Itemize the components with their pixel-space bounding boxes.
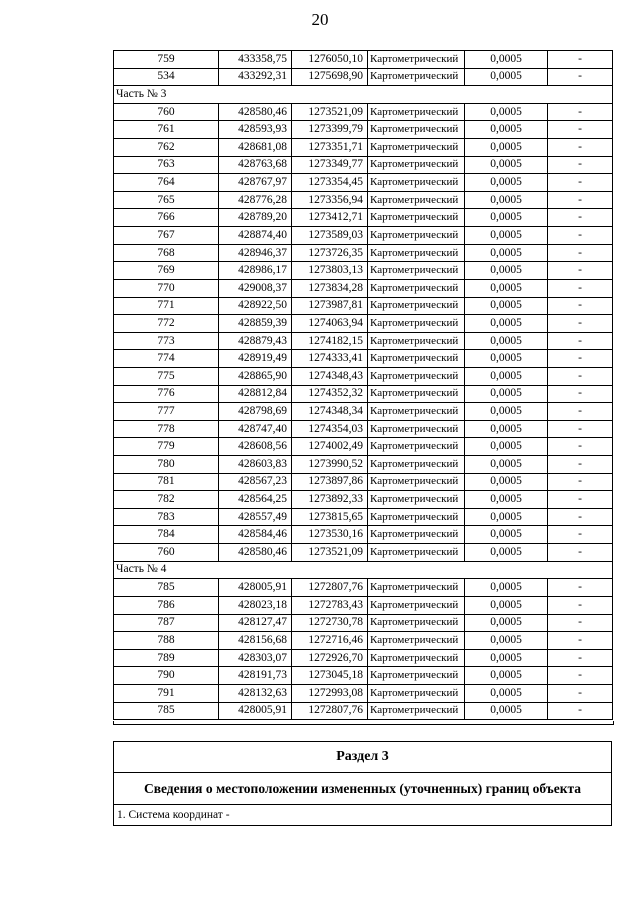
method-cell: Картометрический bbox=[368, 332, 465, 350]
method-cell: Картометрический bbox=[368, 191, 465, 209]
x-coordinate-cell: 428005,91 bbox=[219, 702, 292, 720]
table-row bbox=[114, 156, 613, 174]
description-cell: - bbox=[548, 596, 613, 614]
accuracy-cell: 0,0005 bbox=[465, 315, 548, 333]
point-number-cell: 764 bbox=[114, 174, 219, 192]
method-cell: Картометрический bbox=[368, 438, 465, 456]
point-number-cell: 785 bbox=[114, 579, 219, 597]
table-row bbox=[114, 508, 613, 526]
x-coordinate-cell: 428859,39 bbox=[219, 315, 292, 333]
table-row bbox=[114, 385, 613, 403]
x-coordinate-cell: 428132,63 bbox=[219, 684, 292, 702]
method-cell: Картометрический bbox=[368, 403, 465, 421]
method-cell: Картометрический bbox=[368, 508, 465, 526]
description-cell: - bbox=[548, 491, 613, 509]
y-coordinate-cell: 1273589,03 bbox=[292, 227, 368, 245]
x-coordinate-cell: 428865,90 bbox=[219, 367, 292, 385]
method-cell: Картометрический bbox=[368, 702, 465, 720]
table-row bbox=[114, 367, 613, 385]
method-cell: Картометрический bbox=[368, 526, 465, 544]
description-cell: - bbox=[548, 227, 613, 245]
method-cell: Картометрический bbox=[368, 456, 465, 474]
description-cell: - bbox=[548, 385, 613, 403]
description-cell: - bbox=[548, 297, 613, 315]
accuracy-cell: 0,0005 bbox=[465, 209, 548, 227]
method-cell: Картометрический bbox=[368, 544, 465, 562]
table-row bbox=[114, 279, 613, 297]
table-row bbox=[114, 420, 613, 438]
accuracy-cell: 0,0005 bbox=[465, 139, 548, 157]
method-cell: Картометрический bbox=[368, 297, 465, 315]
table-row bbox=[114, 244, 613, 262]
x-coordinate-cell: 428922,50 bbox=[219, 297, 292, 315]
description-cell: - bbox=[548, 420, 613, 438]
y-coordinate-cell: 1273045,18 bbox=[292, 667, 368, 685]
description-cell: - bbox=[548, 156, 613, 174]
x-coordinate-cell: 429008,37 bbox=[219, 279, 292, 297]
table-row bbox=[114, 491, 613, 509]
accuracy-cell: 0,0005 bbox=[465, 491, 548, 509]
y-coordinate-cell: 1272783,43 bbox=[292, 596, 368, 614]
table-row bbox=[114, 297, 613, 315]
accuracy-cell: 0,0005 bbox=[465, 51, 548, 69]
description-cell: - bbox=[548, 244, 613, 262]
x-coordinate-cell: 428303,07 bbox=[219, 649, 292, 667]
table-row bbox=[114, 103, 613, 121]
y-coordinate-cell: 1274352,32 bbox=[292, 385, 368, 403]
y-coordinate-cell: 1272716,46 bbox=[292, 632, 368, 650]
coordinates-table bbox=[113, 50, 613, 720]
method-cell: Картометрический bbox=[368, 614, 465, 632]
point-number-cell: 785 bbox=[114, 702, 219, 720]
method-cell: Картометрический bbox=[368, 315, 465, 333]
description-cell: - bbox=[548, 579, 613, 597]
accuracy-cell: 0,0005 bbox=[465, 632, 548, 650]
point-number-cell: 779 bbox=[114, 438, 219, 456]
accuracy-cell: 0,0005 bbox=[465, 526, 548, 544]
description-cell: - bbox=[548, 262, 613, 280]
y-coordinate-cell: 1272926,70 bbox=[292, 649, 368, 667]
y-coordinate-cell: 1272730,78 bbox=[292, 614, 368, 632]
coordinate-system-label: 1. Система координат - bbox=[117, 809, 230, 821]
table-row bbox=[114, 139, 613, 157]
y-coordinate-cell: 1274182,15 bbox=[292, 332, 368, 350]
y-coordinate-cell: 1273354,45 bbox=[292, 174, 368, 192]
table-row bbox=[114, 632, 613, 650]
point-number-cell: 781 bbox=[114, 473, 219, 491]
accuracy-cell: 0,0005 bbox=[465, 68, 548, 86]
y-coordinate-cell: 1273399,79 bbox=[292, 121, 368, 139]
point-number-cell: 782 bbox=[114, 491, 219, 509]
description-cell: - bbox=[548, 632, 613, 650]
method-cell: Картометрический bbox=[368, 649, 465, 667]
x-coordinate-cell: 428593,93 bbox=[219, 121, 292, 139]
coordinates-table-body bbox=[114, 51, 613, 720]
point-number-cell: 784 bbox=[114, 526, 219, 544]
table-row bbox=[114, 121, 613, 139]
description-cell: - bbox=[548, 51, 613, 69]
accuracy-cell: 0,0005 bbox=[465, 156, 548, 174]
y-coordinate-cell: 1272807,76 bbox=[292, 702, 368, 720]
point-number-cell: 534 bbox=[114, 68, 219, 86]
y-coordinate-cell: 1273521,09 bbox=[292, 103, 368, 121]
section-3-box bbox=[113, 741, 612, 826]
table-row bbox=[114, 473, 613, 491]
point-number-cell: 766 bbox=[114, 209, 219, 227]
method-cell: Картометрический bbox=[368, 51, 465, 69]
x-coordinate-cell: 428191,73 bbox=[219, 667, 292, 685]
point-number-cell: 775 bbox=[114, 367, 219, 385]
section-subtitle: Сведения о местоположении измененных (уточненных) границ объекта bbox=[114, 773, 611, 805]
accuracy-cell: 0,0005 bbox=[465, 420, 548, 438]
method-cell: Картометрический bbox=[368, 579, 465, 597]
table-row bbox=[114, 262, 613, 280]
y-coordinate-cell: 1273356,94 bbox=[292, 191, 368, 209]
table-row bbox=[114, 438, 613, 456]
description-cell: - bbox=[548, 438, 613, 456]
table-row bbox=[114, 227, 613, 245]
method-cell: Картометрический bbox=[368, 667, 465, 685]
method-cell: Картометрический bbox=[368, 139, 465, 157]
accuracy-cell: 0,0005 bbox=[465, 544, 548, 562]
method-cell: Картометрический bbox=[368, 121, 465, 139]
point-number-cell: 761 bbox=[114, 121, 219, 139]
point-number-cell: 790 bbox=[114, 667, 219, 685]
table-row bbox=[114, 544, 613, 562]
point-number-cell: 763 bbox=[114, 156, 219, 174]
point-number-cell: 768 bbox=[114, 244, 219, 262]
x-coordinate-cell: 428584,46 bbox=[219, 526, 292, 544]
method-cell: Картометрический bbox=[368, 684, 465, 702]
table-row bbox=[114, 191, 613, 209]
accuracy-cell: 0,0005 bbox=[465, 297, 548, 315]
accuracy-cell: 0,0005 bbox=[465, 227, 548, 245]
accuracy-cell: 0,0005 bbox=[465, 332, 548, 350]
point-number-cell: 772 bbox=[114, 315, 219, 333]
point-number-cell: 760 bbox=[114, 544, 219, 562]
point-number-cell: 776 bbox=[114, 385, 219, 403]
table-row bbox=[114, 350, 613, 368]
y-coordinate-cell: 1273892,33 bbox=[292, 491, 368, 509]
y-coordinate-cell: 1273349,77 bbox=[292, 156, 368, 174]
description-cell: - bbox=[548, 315, 613, 333]
x-coordinate-cell: 428812,84 bbox=[219, 385, 292, 403]
table-row bbox=[114, 68, 613, 86]
x-coordinate-cell: 428919,49 bbox=[219, 350, 292, 368]
x-coordinate-cell: 428603,83 bbox=[219, 456, 292, 474]
x-coordinate-cell: 428005,91 bbox=[219, 579, 292, 597]
y-coordinate-cell: 1273521,09 bbox=[292, 544, 368, 562]
method-cell: Картометрический bbox=[368, 491, 465, 509]
x-coordinate-cell: 428567,23 bbox=[219, 473, 292, 491]
method-cell: Картометрический bbox=[368, 262, 465, 280]
x-coordinate-cell: 428127,47 bbox=[219, 614, 292, 632]
description-cell: - bbox=[548, 456, 613, 474]
table-row bbox=[114, 315, 613, 333]
y-coordinate-cell: 1275698,90 bbox=[292, 68, 368, 86]
x-coordinate-cell: 433358,75 bbox=[219, 51, 292, 69]
table-row bbox=[114, 209, 613, 227]
point-number-cell: 769 bbox=[114, 262, 219, 280]
description-cell: - bbox=[548, 544, 613, 562]
accuracy-cell: 0,0005 bbox=[465, 121, 548, 139]
accuracy-cell: 0,0005 bbox=[465, 350, 548, 368]
description-cell: - bbox=[548, 350, 613, 368]
table-row bbox=[114, 667, 613, 685]
x-coordinate-cell: 428156,68 bbox=[219, 632, 292, 650]
description-cell: - bbox=[548, 702, 613, 720]
table-row bbox=[114, 526, 613, 544]
point-number-cell: 773 bbox=[114, 332, 219, 350]
accuracy-cell: 0,0005 bbox=[465, 191, 548, 209]
table-row bbox=[114, 456, 613, 474]
accuracy-cell: 0,0005 bbox=[465, 579, 548, 597]
y-coordinate-cell: 1273726,35 bbox=[292, 244, 368, 262]
description-cell: - bbox=[548, 614, 613, 632]
x-coordinate-cell: 428608,56 bbox=[219, 438, 292, 456]
x-coordinate-cell: 428564,25 bbox=[219, 491, 292, 509]
y-coordinate-cell: 1276050,10 bbox=[292, 51, 368, 69]
method-cell: Картометрический bbox=[368, 103, 465, 121]
y-coordinate-cell: 1274348,43 bbox=[292, 367, 368, 385]
accuracy-cell: 0,0005 bbox=[465, 438, 548, 456]
description-cell: - bbox=[548, 279, 613, 297]
table-row bbox=[114, 403, 613, 421]
accuracy-cell: 0,0005 bbox=[465, 244, 548, 262]
description-cell: - bbox=[548, 526, 613, 544]
accuracy-cell: 0,0005 bbox=[465, 385, 548, 403]
table-row bbox=[114, 579, 613, 597]
table-row bbox=[114, 614, 613, 632]
accuracy-cell: 0,0005 bbox=[465, 473, 548, 491]
accuracy-cell: 0,0005 bbox=[465, 702, 548, 720]
accuracy-cell: 0,0005 bbox=[465, 174, 548, 192]
method-cell: Картометрический bbox=[368, 367, 465, 385]
x-coordinate-cell: 428747,40 bbox=[219, 420, 292, 438]
y-coordinate-cell: 1274333,41 bbox=[292, 350, 368, 368]
point-number-cell: 771 bbox=[114, 297, 219, 315]
x-coordinate-cell: 428767,97 bbox=[219, 174, 292, 192]
method-cell: Картометрический bbox=[368, 420, 465, 438]
x-coordinate-cell: 428986,17 bbox=[219, 262, 292, 280]
description-cell: - bbox=[548, 649, 613, 667]
accuracy-cell: 0,0005 bbox=[465, 614, 548, 632]
point-number-cell: 770 bbox=[114, 279, 219, 297]
method-cell: Картометрический bbox=[368, 68, 465, 86]
point-number-cell: 762 bbox=[114, 139, 219, 157]
accuracy-cell: 0,0005 bbox=[465, 508, 548, 526]
y-coordinate-cell: 1273412,71 bbox=[292, 209, 368, 227]
y-coordinate-cell: 1273897,86 bbox=[292, 473, 368, 491]
method-cell: Картометрический bbox=[368, 385, 465, 403]
point-number-cell: 767 bbox=[114, 227, 219, 245]
method-cell: Картометрический bbox=[368, 632, 465, 650]
table-row bbox=[114, 649, 613, 667]
method-cell: Картометрический bbox=[368, 209, 465, 227]
y-coordinate-cell: 1274002,49 bbox=[292, 438, 368, 456]
y-coordinate-cell: 1274063,94 bbox=[292, 315, 368, 333]
description-cell: - bbox=[548, 508, 613, 526]
method-cell: Картометрический bbox=[368, 596, 465, 614]
x-coordinate-cell: 433292,31 bbox=[219, 68, 292, 86]
table-row bbox=[114, 174, 613, 192]
section-title: Раздел 3 bbox=[114, 742, 611, 773]
description-cell: - bbox=[548, 684, 613, 702]
y-coordinate-cell: 1274348,34 bbox=[292, 403, 368, 421]
description-cell: - bbox=[548, 403, 613, 421]
accuracy-cell: 0,0005 bbox=[465, 262, 548, 280]
y-coordinate-cell: 1273803,13 bbox=[292, 262, 368, 280]
description-cell: - bbox=[548, 667, 613, 685]
x-coordinate-cell: 428557,49 bbox=[219, 508, 292, 526]
description-cell: - bbox=[548, 103, 613, 121]
method-cell: Картометрический bbox=[368, 279, 465, 297]
x-coordinate-cell: 428946,37 bbox=[219, 244, 292, 262]
point-number-cell: 759 bbox=[114, 51, 219, 69]
method-cell: Картометрический bbox=[368, 244, 465, 262]
x-coordinate-cell: 428776,28 bbox=[219, 191, 292, 209]
accuracy-cell: 0,0005 bbox=[465, 649, 548, 667]
x-coordinate-cell: 428879,43 bbox=[219, 332, 292, 350]
method-cell: Картометрический bbox=[368, 227, 465, 245]
description-cell: - bbox=[548, 191, 613, 209]
accuracy-cell: 0,0005 bbox=[465, 596, 548, 614]
point-number-cell: 791 bbox=[114, 684, 219, 702]
description-cell: - bbox=[548, 68, 613, 86]
x-coordinate-cell: 428763,68 bbox=[219, 156, 292, 174]
description-cell: - bbox=[548, 139, 613, 157]
part-header-label: Часть № 4 bbox=[114, 561, 613, 579]
y-coordinate-cell: 1272993,08 bbox=[292, 684, 368, 702]
y-coordinate-cell: 1273987,81 bbox=[292, 297, 368, 315]
point-number-cell: 778 bbox=[114, 420, 219, 438]
description-cell: - bbox=[548, 174, 613, 192]
table-row bbox=[114, 51, 613, 69]
y-coordinate-cell: 1273530,16 bbox=[292, 526, 368, 544]
table-bottom-border bbox=[113, 721, 614, 725]
point-number-cell: 780 bbox=[114, 456, 219, 474]
x-coordinate-cell: 428798,69 bbox=[219, 403, 292, 421]
point-number-cell: 783 bbox=[114, 508, 219, 526]
accuracy-cell: 0,0005 bbox=[465, 456, 548, 474]
point-number-cell: 777 bbox=[114, 403, 219, 421]
accuracy-cell: 0,0005 bbox=[465, 403, 548, 421]
method-cell: Картометрический bbox=[368, 156, 465, 174]
y-coordinate-cell: 1272807,76 bbox=[292, 579, 368, 597]
description-cell: - bbox=[548, 473, 613, 491]
point-number-cell: 760 bbox=[114, 103, 219, 121]
part-header-row bbox=[114, 561, 613, 579]
y-coordinate-cell: 1273990,52 bbox=[292, 456, 368, 474]
table-row bbox=[114, 684, 613, 702]
x-coordinate-cell: 428023,18 bbox=[219, 596, 292, 614]
page-number: 20 bbox=[311, 10, 329, 29]
y-coordinate-cell: 1273815,65 bbox=[292, 508, 368, 526]
accuracy-cell: 0,0005 bbox=[465, 367, 548, 385]
part-header-label: Часть № 3 bbox=[114, 86, 613, 104]
method-cell: Картометрический bbox=[368, 350, 465, 368]
point-number-cell: 774 bbox=[114, 350, 219, 368]
point-number-cell: 789 bbox=[114, 649, 219, 667]
point-number-cell: 788 bbox=[114, 632, 219, 650]
y-coordinate-cell: 1273351,71 bbox=[292, 139, 368, 157]
description-cell: - bbox=[548, 209, 613, 227]
point-number-cell: 786 bbox=[114, 596, 219, 614]
accuracy-cell: 0,0005 bbox=[465, 684, 548, 702]
description-cell: - bbox=[548, 332, 613, 350]
table-row bbox=[114, 702, 613, 720]
table-row bbox=[114, 596, 613, 614]
method-cell: Картометрический bbox=[368, 473, 465, 491]
y-coordinate-cell: 1273834,28 bbox=[292, 279, 368, 297]
x-coordinate-cell: 428874,40 bbox=[219, 227, 292, 245]
point-number-cell: 787 bbox=[114, 614, 219, 632]
description-cell: - bbox=[548, 367, 613, 385]
description-cell: - bbox=[548, 121, 613, 139]
x-coordinate-cell: 428580,46 bbox=[219, 103, 292, 121]
x-coordinate-cell: 428580,46 bbox=[219, 544, 292, 562]
x-coordinate-cell: 428789,20 bbox=[219, 209, 292, 227]
method-cell: Картометрический bbox=[368, 174, 465, 192]
x-coordinate-cell: 428681,08 bbox=[219, 139, 292, 157]
accuracy-cell: 0,0005 bbox=[465, 103, 548, 121]
accuracy-cell: 0,0005 bbox=[465, 279, 548, 297]
accuracy-cell: 0,0005 bbox=[465, 667, 548, 685]
table-row bbox=[114, 332, 613, 350]
part-header-row bbox=[114, 86, 613, 104]
point-number-cell: 765 bbox=[114, 191, 219, 209]
y-coordinate-cell: 1274354,03 bbox=[292, 420, 368, 438]
